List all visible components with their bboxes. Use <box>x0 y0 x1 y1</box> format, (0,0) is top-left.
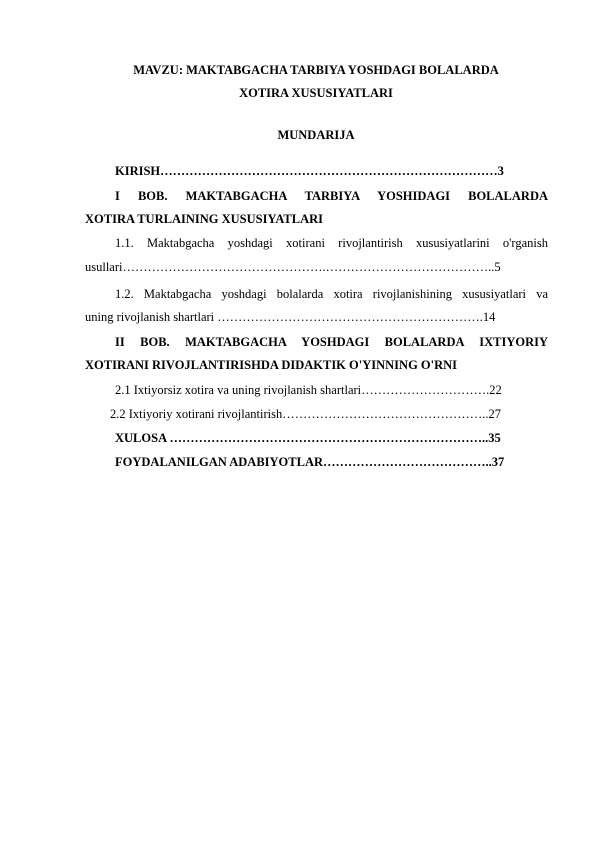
toc-entry-kirish[interactable]: KIRISH………………………………………………………………………3 <box>115 164 504 178</box>
toc-entry-1-1-line-1[interactable]: 1.1. Maktabgacha yoshdagi xotirani rivojlantirish xususiyatlarini o'rganish <box>115 236 548 250</box>
toc-chapter-2-line-2[interactable]: XOTIRANI RIVOJLANTIRISHDA DIDAKTIK O'YINNING O'RNI <box>85 358 458 372</box>
toc-chapter-1-line-1[interactable]: I BOB. MAKTABGACHA TARBIYA YOSHIDAGI BOLALARDA <box>115 189 548 203</box>
toc-entry-1-2-line-1[interactable]: 1.2. Maktabgacha yoshdagi bolalarda xotira rivojlanishining xususiyatlari va <box>115 287 548 301</box>
toc-entry-1-1-line-2[interactable]: usullari………………………………………….…………………………………..5 <box>85 260 501 274</box>
toc-chapter-1-line-2[interactable]: XOTIRA TURLAINING XUSUSIYATLARI <box>85 212 324 226</box>
toc-entry-2-2[interactable]: 2.2 Ixtiyoriy xotirani rivojlantirish…………………………………………..27 <box>110 407 501 421</box>
toc-chapter-2-line-1[interactable]: II BOB. MAKTABGACHA YOSHDAGI BOLALARDA IXTIYORIY <box>115 335 548 349</box>
document-title-line-1: MAVZU: MAKTABGACHA TARBIYA YOSHDAGI BOLALARDA <box>133 63 499 77</box>
toc-entry-2-1[interactable]: 2.1 Ixtiyorsiz xotira va uning rivojlanish shartlari………………………….22 <box>115 383 502 397</box>
toc-entry-xulosa[interactable]: XULOSA …………………………………………………………………..35 <box>115 431 501 445</box>
toc-entry-foydalanilgan-adabiyotlar[interactable]: FOYDALANILGAN ADABIYOTLAR…………………………………..37 <box>115 455 505 469</box>
document-title-line-2: XOTIRA XUSUSIYATLARI <box>239 86 393 100</box>
toc-heading: MUNDARIJA <box>277 128 355 142</box>
toc-entry-1-2-line-2[interactable]: uning rivojlanish shartlari ……………………………………………………….14 <box>85 310 496 324</box>
